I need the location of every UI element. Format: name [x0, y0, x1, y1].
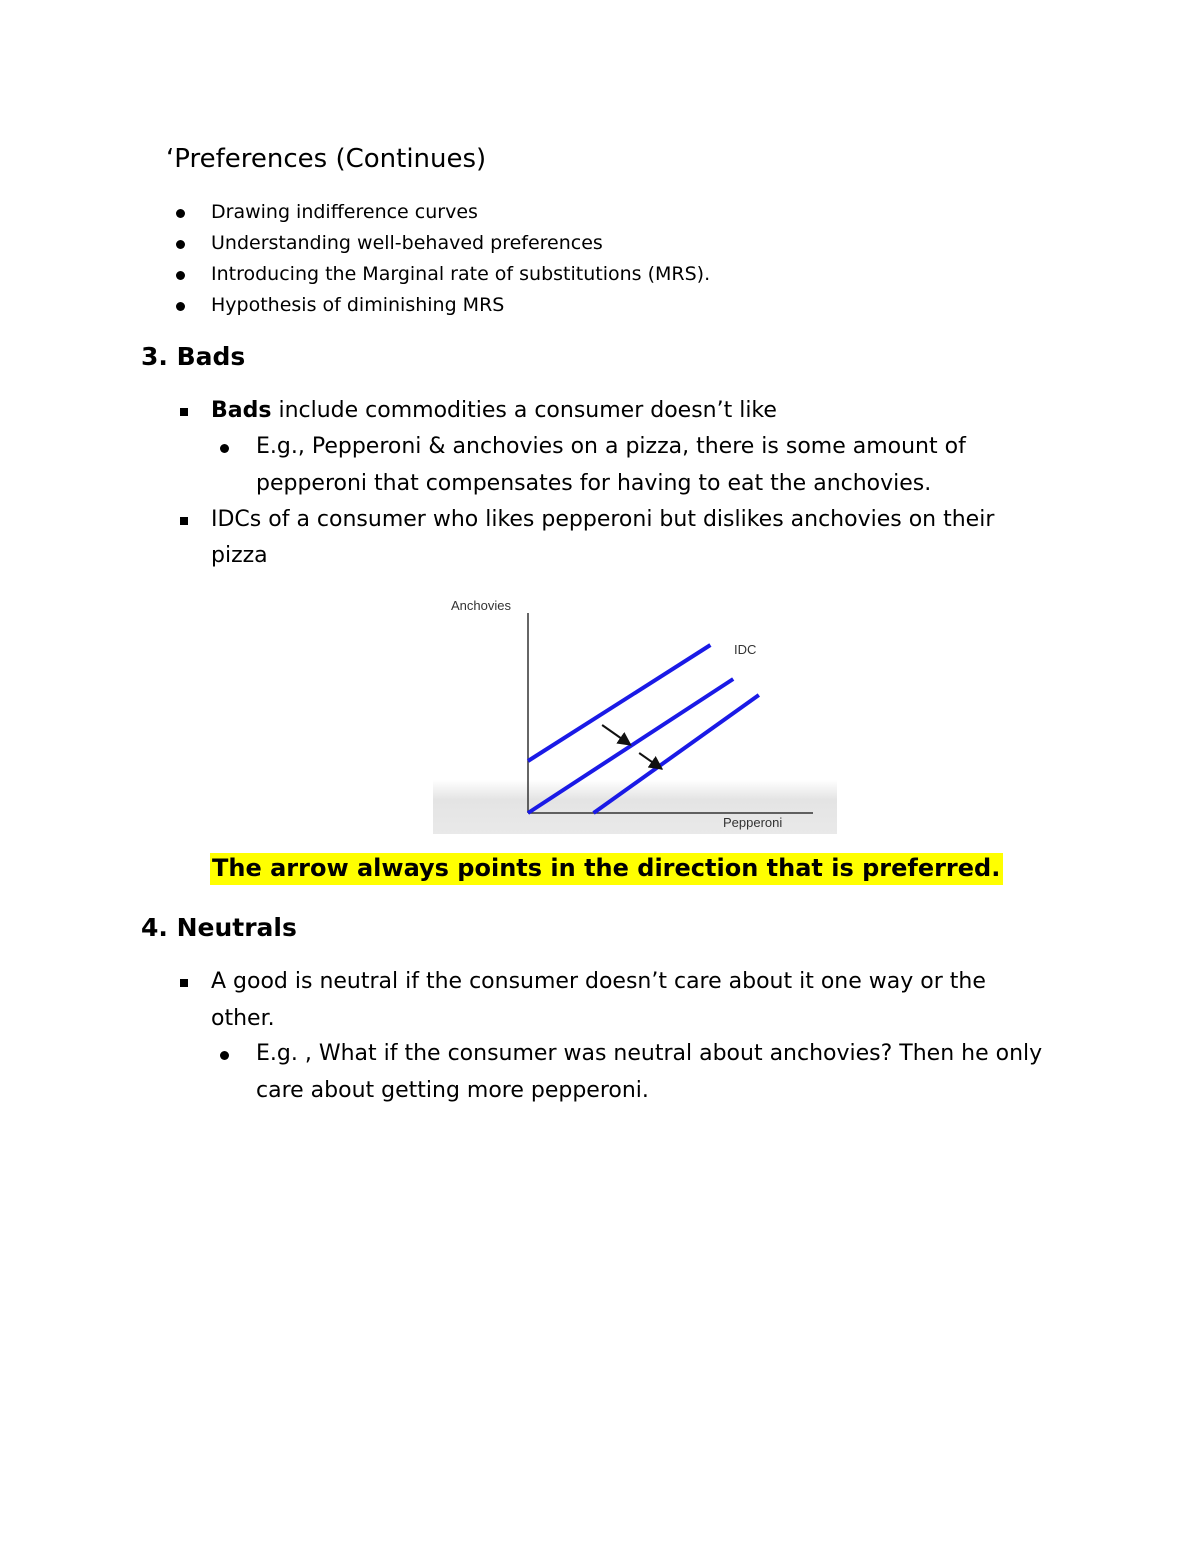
list-item: Understanding well-behaved preferences — [211, 232, 603, 254]
neutrals-definition-line: A good is neutral if the consumer doesn’t care about it one way or the — [211, 969, 986, 994]
chart-background — [433, 588, 837, 834]
bads-example-line: E.g., Pepperoni & anchovies on a pizza, there is some amount of — [256, 434, 966, 459]
list-item: Drawing indifference curves — [211, 201, 478, 223]
section-heading-neutrals: 4. Neutrals — [141, 913, 297, 942]
highlighted-note: The arrow always points in the direction that is preferred. — [210, 853, 1003, 885]
list-item: Introducing the Marginal rate of substitutions (MRS). — [211, 263, 711, 285]
neutrals-example-line: care about getting more pepperoni. — [256, 1078, 649, 1103]
square-bullet — [180, 517, 188, 525]
square-bullet — [180, 979, 188, 987]
page-title: ‘Preferences (Continues) — [166, 144, 487, 174]
section-heading-bads: 3. Bads — [141, 342, 246, 371]
bullet — [176, 302, 185, 311]
idc-description-line: pizza — [211, 543, 268, 568]
neutrals-example-line: E.g. , What if the consumer was neutral about anchovies? Then he only — [256, 1041, 1043, 1066]
y-axis-label: Anchovies — [451, 598, 511, 613]
bads-example-line: pepperoni that compensates for having to eat the anchovies. — [256, 471, 932, 496]
list-item: Hypothesis of diminishing MRS — [211, 294, 505, 316]
bullet — [176, 240, 185, 249]
round-bullet — [220, 1051, 229, 1060]
idc-label: IDC — [734, 642, 757, 657]
round-bullet — [220, 444, 229, 453]
bads-definition — [211, 398, 777, 423]
indifference-curve-chart — [433, 588, 837, 834]
idc-description-line: IDCs of a consumer who likes pepperoni but dislikes anchovies on their — [211, 507, 995, 532]
bads-term: Bads — [211, 398, 272, 423]
x-axis-label: Pepperoni — [723, 815, 783, 830]
square-bullet — [180, 408, 188, 416]
neutrals-definition-line: other. — [211, 1006, 275, 1031]
bads-definition-text: include commodities a consumer doesn’t like — [271, 398, 777, 423]
bullet — [176, 271, 185, 280]
bullet — [176, 209, 185, 218]
